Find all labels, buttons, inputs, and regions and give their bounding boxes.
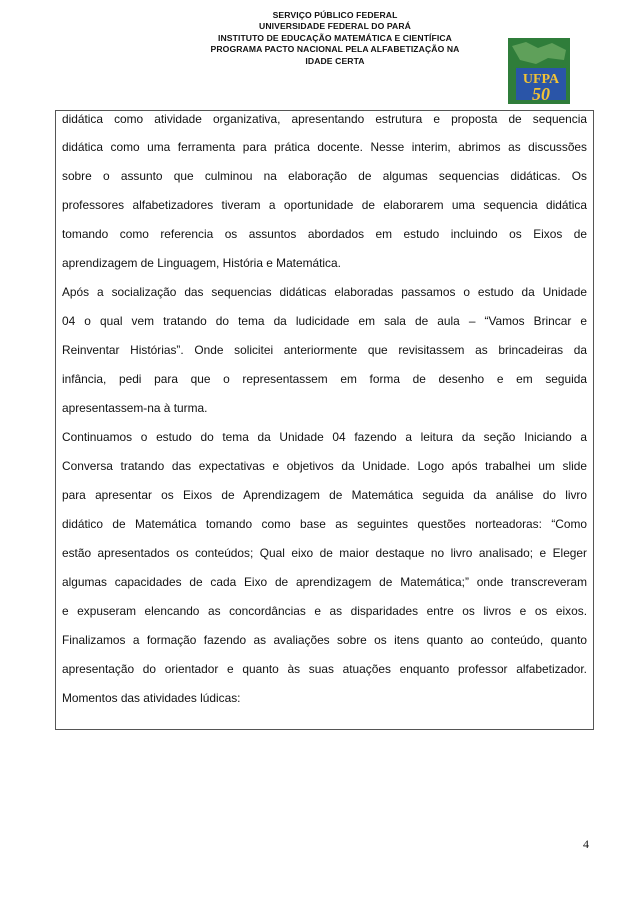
text-line-15: didático de Matemática tomando como base as seguintes questões norteadoras: “Como <box>62 517 587 531</box>
text-line-2: didática como uma ferramenta para prática docente. Nesse interim, abrimos as discussões <box>62 140 587 154</box>
text-line-1: didática como atividade organizativa, apresentando estrutura e proposta de sequencia <box>62 112 587 126</box>
text-line-11: apresentassem-na à turma. <box>62 401 208 415</box>
text-line-9: Reinventar Histórias”. Onde solicitei anteriormente que revisitassem as brincadeiras da <box>62 343 587 357</box>
text-line-4: professores alfabetizadores tiveram a oportunidade de elaborarem uma sequencia didática <box>62 198 587 212</box>
logo-text: UFPA <box>522 72 560 87</box>
text-line-6: aprendizagem de Linguagem, História e Matemática. <box>62 256 341 270</box>
text-line-10: infância, pedi para que o representassem em forma de desenho e em seguida <box>62 372 587 386</box>
text-line-12: Continuamos o estudo do tema da Unidade 04 fazendo a leitura da seção Iniciando a <box>62 430 587 444</box>
text-line-19: Finalizamos a formação fazendo as avaliações sobre os itens quanto ao conteúdo, quanto <box>62 633 587 647</box>
text-line-8: 04 o qual vem tratando do tema da ludicidade em sala de aula – “Vamos Brincar e <box>62 314 587 328</box>
text-line-3: sobre o assunto que culminou na elaboração de algumas sequencias didáticas. Os <box>62 169 587 183</box>
text-line-14: para apresentar os Eixos de Aprendizagem de Matemática seguida da análise do livro <box>62 488 587 502</box>
text-line-20: apresentação do orientador e quanto às suas atuações enquanto professor alfabetizador. <box>62 662 587 676</box>
page-number: 4 <box>583 837 589 851</box>
text-line-17: algumas capacidades de cada Eixo de aprendizagem de Matemática;” onde transcreveram <box>62 575 587 589</box>
page-header <box>180 10 490 67</box>
text-line-16: estão apresentados os conteúdos; Qual eixo de maior destaque no livro analisado; e Eleger <box>62 546 587 560</box>
text-line-21: Momentos das atividades lúdicas: <box>62 691 241 705</box>
logo-number: 50 <box>532 84 550 104</box>
text-line-13: Conversa tratando das expectativas e objetivos da Unidade. Logo após trabalhei um slide <box>62 459 587 473</box>
text-line-18: e expuseram elencando as concordâncias e as disparidades entre os livros e os eixos. <box>62 604 587 618</box>
report-text-box <box>55 110 594 730</box>
header-line-4: PROGRAMA PACTO NACIONAL PELA ALFABETIZAÇÃO NA <box>210 44 460 55</box>
ufpa-logo <box>508 38 570 104</box>
text-line-7: Após a socialização das sequencias didáticas elaboradas passamos o estudo da Unidade <box>62 285 587 299</box>
header-line-2: UNIVERSIDADE FEDERAL DO PARÁ <box>259 21 411 32</box>
header-line-5: IDADE CERTA <box>305 55 365 66</box>
header-line-1: SERVIÇO PÚBLICO FEDERAL <box>272 10 398 20</box>
text-line-5: tomando como referencia os assuntos abordados em estudo incluindo os Eixos de <box>62 227 587 241</box>
header-line-3: INSTITUTO DE EDUCAÇÃO MATEMÁTICA E CIENTÍFICA <box>218 32 452 43</box>
